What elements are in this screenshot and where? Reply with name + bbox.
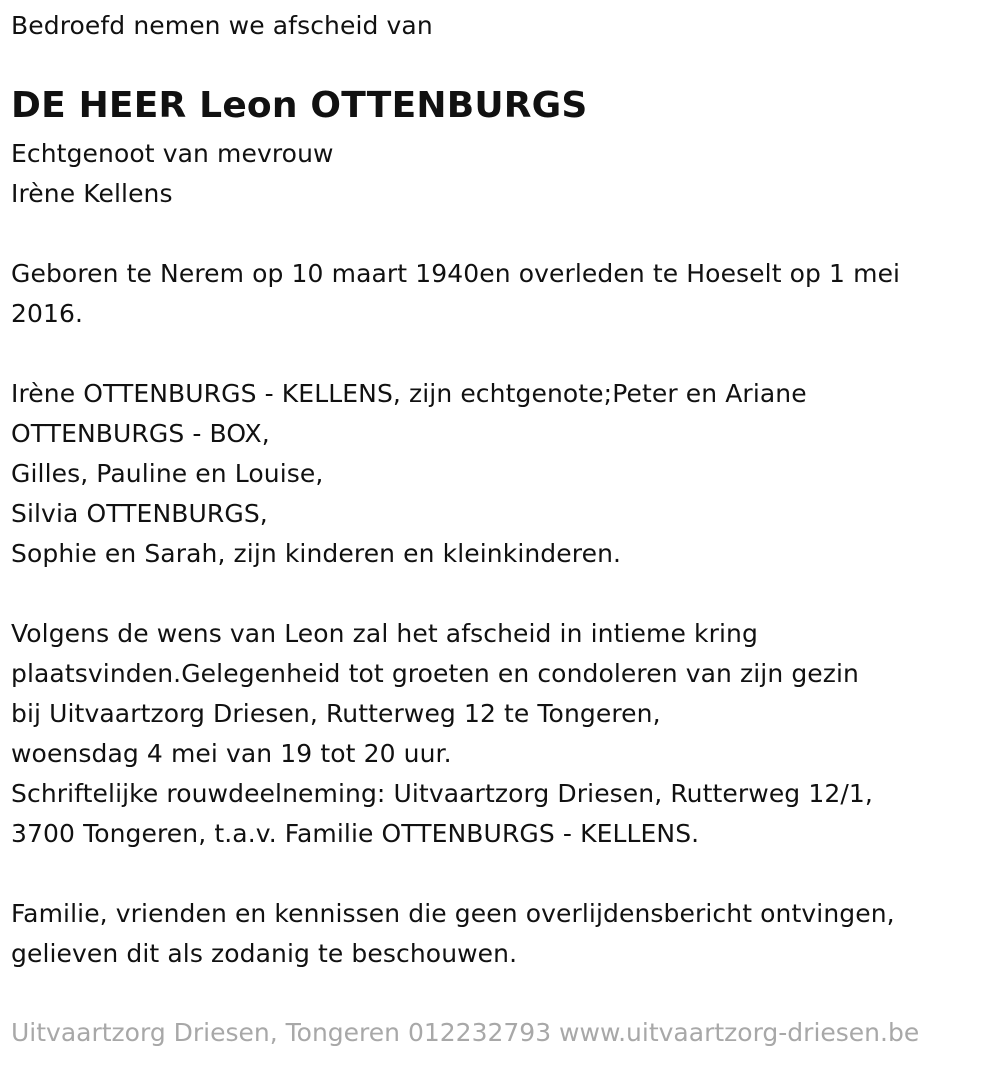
family-line: OTTENBURGS - BOX, xyxy=(11,419,270,448)
ceremony-line: plaatsvinden.Gelegenheid tot groeten en condoleren van zijn gezin xyxy=(11,659,859,688)
birth-death-section xyxy=(11,254,900,334)
birth-line: 2016. xyxy=(11,299,84,328)
notice-line: gelieven dit als zodanig te beschouwen. xyxy=(11,939,518,968)
notice-line: Familie, vrienden en kennissen die geen overlijdensbericht ontvingen, xyxy=(11,899,895,928)
family-line: Sophie en Sarah, zijn kinderen en kleinkinderen. xyxy=(11,539,622,568)
ceremony-line: Schriftelijke rouwdeelneming: Uitvaartzorg Driesen, Rutterweg 12/1, xyxy=(11,779,873,808)
birth-line: Geboren te Nerem op 10 maart 1940en overleden te Hoeselt op 1 mei xyxy=(11,259,901,288)
family-line: Irène OTTENBURGS - KELLENS, zijn echtgenote;Peter en Ariane xyxy=(11,379,807,408)
ceremony-line: bij Uitvaartzorg Driesen, Rutterweg 12 te Tongeren, xyxy=(11,699,661,728)
spouse-line: Echtgenoot van mevrouw xyxy=(11,139,334,168)
funeral-home-footer: Uitvaartzorg Driesen, Tongeren 012232793 www.uitvaartzorg-driesen.be xyxy=(11,1018,920,1047)
ceremony-section xyxy=(11,614,873,854)
spouse-line: Irène Kellens xyxy=(11,179,173,208)
intro-text: Bedroefd nemen we afscheid van xyxy=(11,11,433,40)
ceremony-line: Volgens de wens van Leon zal het afscheid in intieme kring xyxy=(11,619,758,648)
notice-section xyxy=(11,894,895,974)
family-line: Silvia OTTENBURGS, xyxy=(11,499,268,528)
ceremony-line: 3700 Tongeren, t.a.v. Familie OTTENBURGS - KELLENS. xyxy=(11,819,700,848)
ceremony-line: woensdag 4 mei van 19 tot 20 uur. xyxy=(11,739,452,768)
family-section xyxy=(11,374,807,574)
deceased-name: DE HEER Leon OTTENBURGS xyxy=(11,85,588,126)
family-line: Gilles, Pauline en Louise, xyxy=(11,459,324,488)
spouse-section xyxy=(11,134,334,214)
